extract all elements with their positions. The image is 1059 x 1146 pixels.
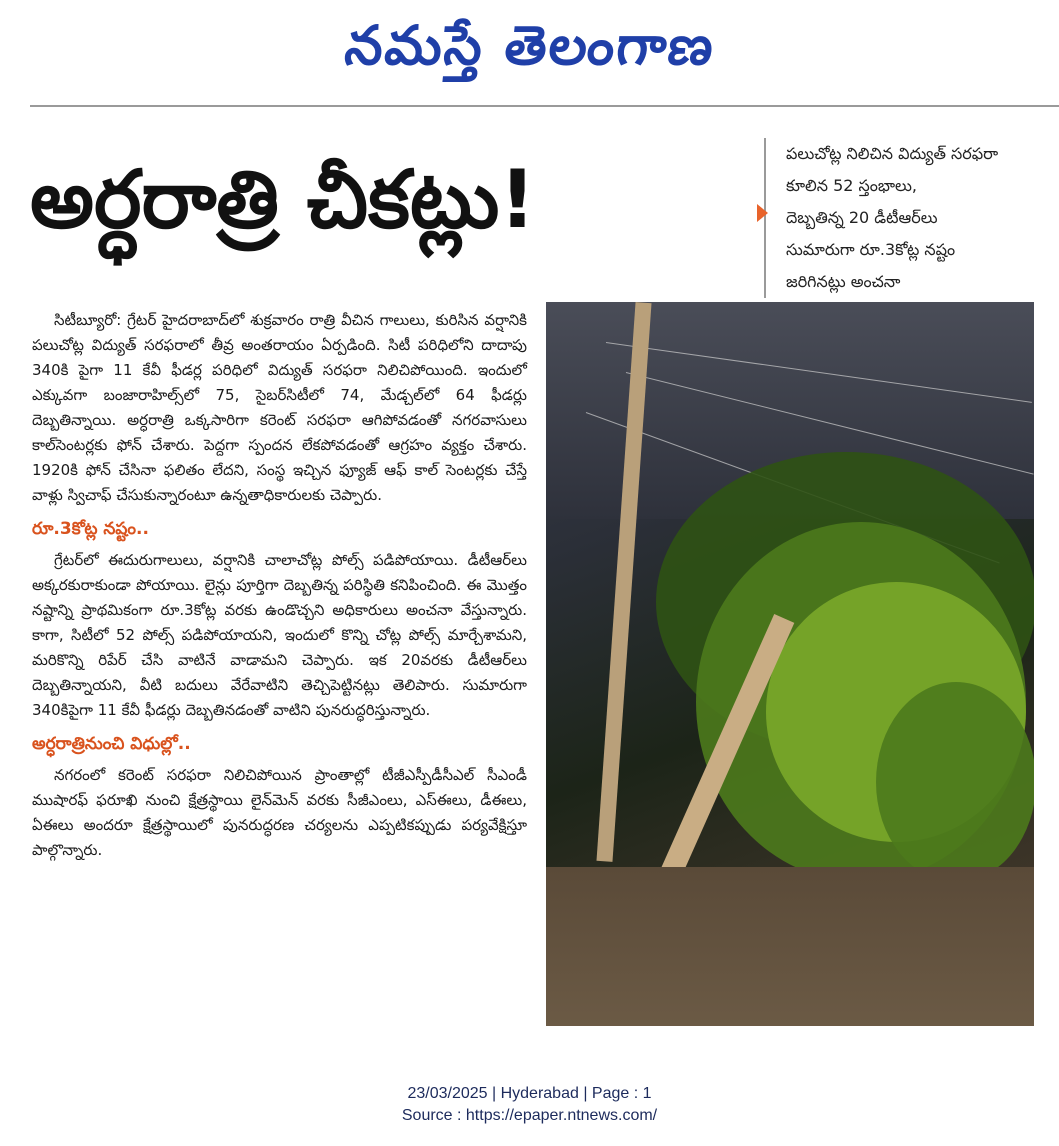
masthead bbox=[0, 0, 1059, 100]
tree-foliage bbox=[876, 682, 1034, 882]
news-photo bbox=[546, 302, 1034, 1026]
photo-ground bbox=[546, 867, 1034, 1026]
article-body bbox=[32, 308, 527, 863]
article-paragraph: నగరంలో కరెంట్ సరఫరా నిలిచిపోయిన ప్రాంతాల్లో టీజీఎస్పీడీసీఎల్ సీఎండీ ముషారఫ్ ఫరూఖి నుంచి క్షేత్రస్థాయి లైన్‌మెన్ వరకు సీజీఎంలు, ఎస్‌ఈలు, డీఈలు, ఏఈలు అందరూ క్షేత్రస్థాయిలో పునరుద్ధరణ చర్యలను ఎప్పటికప్పుడు పర్యవేక్షిస్తూ పాల్గొన్నారు. bbox=[32, 766, 527, 859]
deck bbox=[764, 138, 1059, 298]
deck-arrow-icon bbox=[757, 204, 768, 222]
article-paragraph: సిటీబ్యూరో: గ్రేటర్ హైదరాబాద్‌లో శుక్రవారం రాత్రి వీచిన గాలులు, కురిసిన వర్షానికి పలుచోట్ల విద్యుత్ సరఫరాలో తీవ్ర అంతరాయం ఏర్పడింది. సిటీ పరిధిలోని దాదాపు 340కి పైగా 11 కేవీ ఫీడర్ల పరిధిలో విద్యుత్ సరఫరా నిలిచిపోయింది. ఇందులో ఎక్కువగా బంజారాహిల్స్‌లో 75, సైబర్‌సిటీలో 74, మేడ్చల్‌లో 64 ఫీడర్లు దెబ్బతిన్నాయి. అర్ధరాత్రి ఒక్కసారిగా కరెంట్ సరఫరా ఆగిపోవడంతో నగరవాసులు కాల్‌సెంటర్లకు ఫోన్ చేశారు. పెద్దగా స్పందన లేకపోవడంతో ఆగ్రహం వ్యక్తం చేశారు. 1920కి ఫోన్ చేసినా ఫలితం లేదని, సంస్థ ఇచ్చిన ఫ్యూజ్ ఆఫ్ కాల్ సెంటర్లకు చేస్తే వాళ్లు స్విచాఫ్ చేసుకున్నారంటూ ఉన్నతాధికారులకు చెప్పారు. bbox=[32, 311, 527, 504]
deck-line: జరిగినట్లు అంచనా bbox=[786, 272, 901, 291]
masthead-title: నమస్తే తెలంగాణ bbox=[342, 14, 719, 77]
footer-dateline: 23/03/2025 | Hyderabad | Page : 1 bbox=[407, 1085, 652, 1102]
article-subhead: అర్ధరాత్రినుంచి విధుల్లో.. bbox=[32, 734, 191, 754]
deck-line: పలుచోట్ల నిలిచిన విద్యుత్ సరఫరా bbox=[786, 144, 999, 163]
deck-line: దెబ్బతిన్న 20 డీటీఆర్‌లు bbox=[786, 208, 938, 227]
headline: అర్ధరాత్రి చీకట్లు! bbox=[30, 153, 536, 246]
masthead-divider bbox=[30, 105, 1059, 107]
page-footer bbox=[0, 1083, 1059, 1127]
article-paragraph: గ్రేటర్‌లో ఈదురుగాలులు, వర్షానికి చాలాచోట్ల పోల్స్ పడిపోయాయి. డీటీఆర్‌లు అక్కరకురాకుండా పోయాయి. లైన్లు పూర్తిగా దెబ్బతిన్న పరిస్థితి కనిపించింది. ఈ మొత్తం నష్టాన్ని ప్రాథమికంగా రూ.3కోట్ల వరకు ఉండొచ్చని అధికారులు అంచనా వేస్తున్నారు. కాగా, సిటీలో 52 పోల్స్ పడిపోయాయని, ఇందులో కొన్ని చోట్ల పోల్స్ మార్చేశామని, మరికొన్ని రిపేర్ చేసి వాటినే వాడామని చెప్పారు. ఇక 20వరకు డీటీఆర్‌లు దెబ్బతిన్నాయని, వీటి బదులు వేరేవాటిని తెచ్చిపెట్టినట్లు తెలిపారు. సుమారుగా 340కిపైగా 11 కేవీ ఫీడర్లు దెబ్బతినడంతో వాటిని పునరుద్ధరిస్తున్నారు. bbox=[32, 551, 527, 719]
deck-line: కూలిన 52 స్తంభాలు, bbox=[786, 176, 917, 195]
footer-source: Source : https://epaper.ntnews.com/ bbox=[401, 1107, 658, 1124]
article-subhead: రూ.3కోట్ల నష్టం.. bbox=[32, 519, 149, 539]
deck-line: సుమారుగా రూ.3కోట్ల నష్టం bbox=[786, 240, 956, 259]
